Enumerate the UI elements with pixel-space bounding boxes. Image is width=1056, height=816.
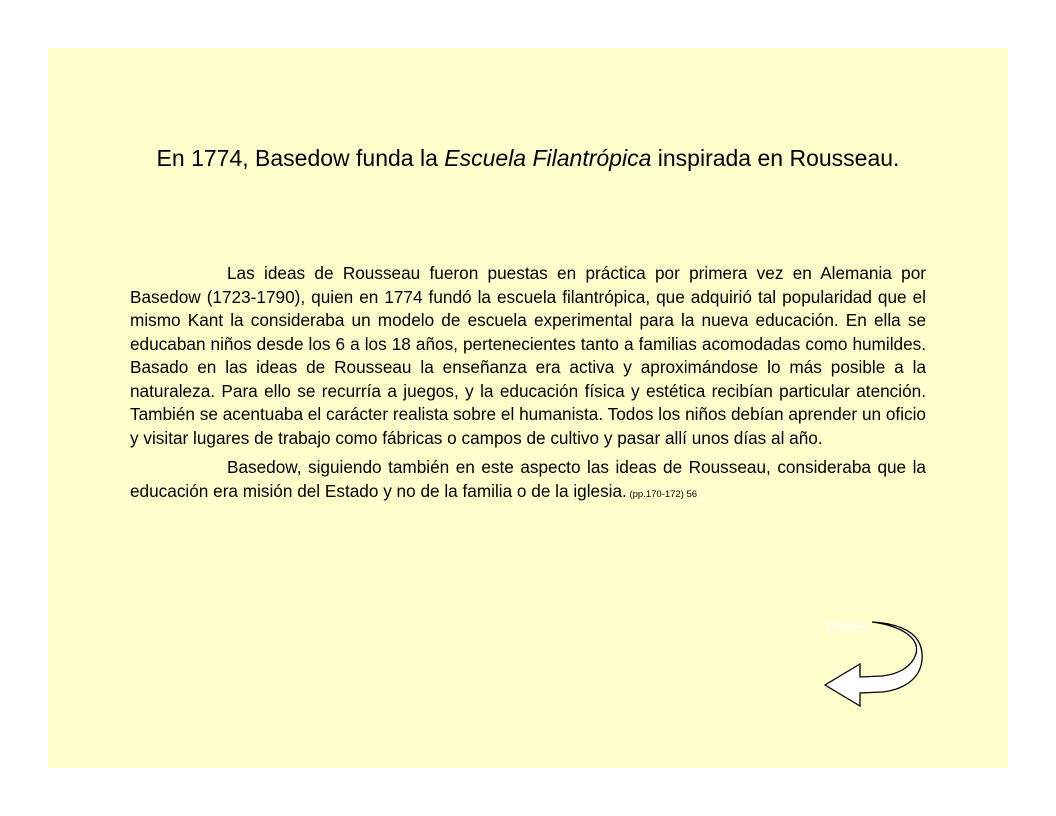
title-text: En 1774, Basedow funda la xyxy=(156,145,445,171)
slide-body xyxy=(130,262,926,512)
paragraph-2-text: Basedow, siguiendo también en este aspecto las ideas de Rousseau, consideraba que la educación era misión del Estado y no de la familia o de la iglesia. xyxy=(130,457,926,501)
slide-title xyxy=(108,144,948,173)
paragraph-1: Las ideas de Rousseau fueron puestas en práctica por primera vez en Alemania por Basedow (1723-1790), quien en 1774 fundó la escuela filantrópica, que adquirió tal popularidad que el mismo Kant la consideraba un modelo de escuela experimental para la nueva educación. En ella se educaban niños desde los 6 a los 18 años, pertenecientes tanto a familias acomodadas como humildes. Basado en las ideas de Rousseau la enseñanza era activa y aproximándose lo más posible a la naturaleza. Para ello se recurría a juegos, y la educación física y estética recibían particular atención. También se acentuaba el carácter realista sobre el humanista. Todos los niños debían aprender un oficio y visitar lugares de trabajo como fábricas o campos de cultivo y pasar allí unos días al año. xyxy=(130,263,926,448)
paragraph-2 xyxy=(130,456,926,506)
slide xyxy=(48,48,1008,768)
citation: (pp.170-172) 56 xyxy=(626,488,698,500)
curved-arrow-left-icon[interactable] xyxy=(820,618,930,712)
title-emphasis: Escuela Filantrópica xyxy=(444,145,652,171)
return-link[interactable]: Regreso xyxy=(827,620,869,632)
title-text-end: inspirada en Rousseau. xyxy=(651,145,900,171)
